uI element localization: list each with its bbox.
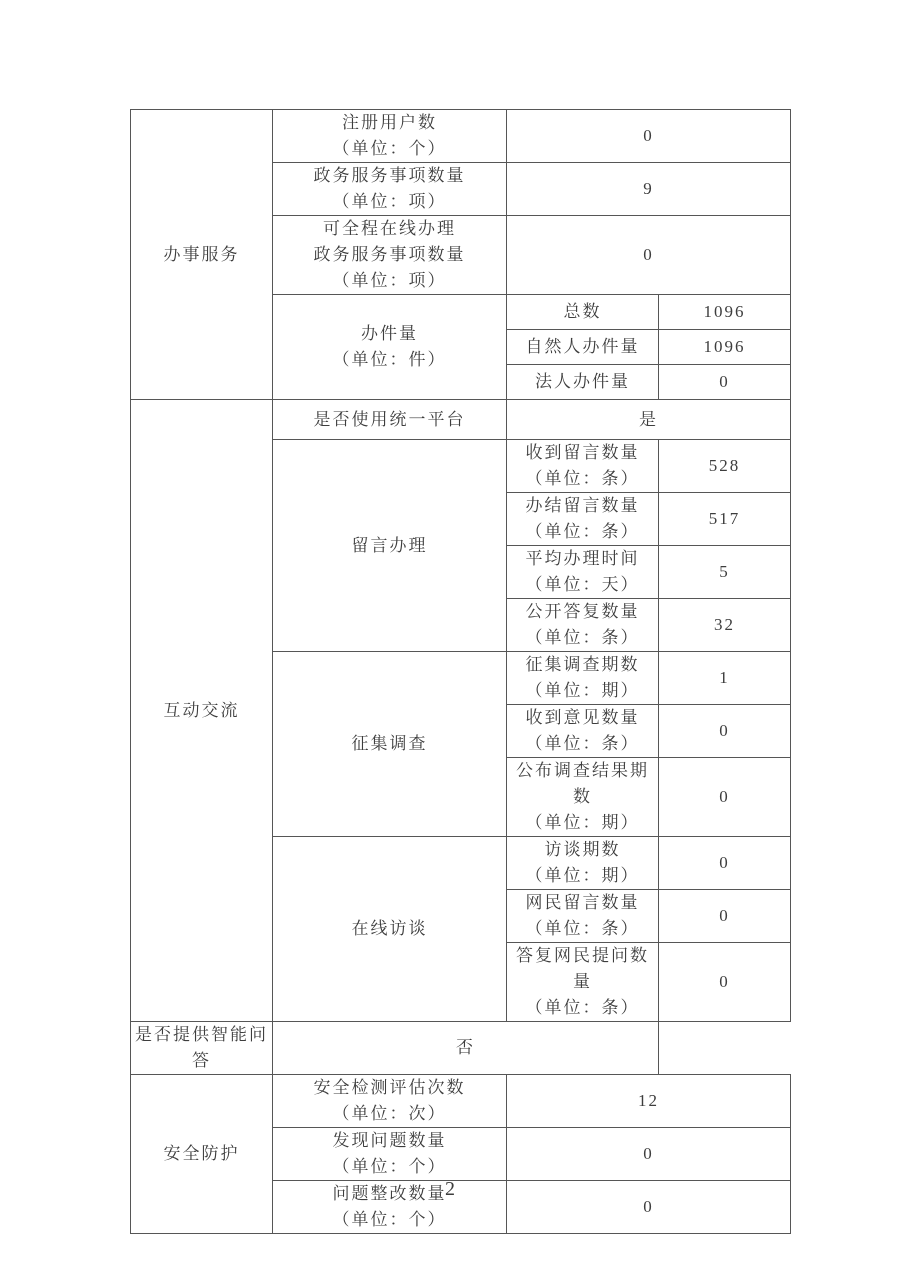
subitem-cell-total: 总数 bbox=[507, 295, 659, 330]
value-cell-smart-qa: 否 bbox=[273, 1022, 659, 1075]
item-label-line2: 政务服务事项数量 bbox=[313, 245, 466, 264]
subitem-cell-messages-received bbox=[507, 440, 659, 493]
value-cell-service-items: 9 bbox=[507, 163, 791, 216]
subitem-cell-question-replies bbox=[507, 943, 659, 1022]
subitem-unit: （单位：条） bbox=[525, 628, 640, 647]
value-cell-natural-person: 1096 bbox=[659, 330, 791, 365]
report-table bbox=[130, 109, 791, 1234]
subitem-unit: （单位：条） bbox=[525, 522, 640, 541]
item-label: 安全检测评估次数 bbox=[313, 1078, 466, 1097]
subitem-cell-public-replies bbox=[507, 599, 659, 652]
subitem-cell-survey-periods bbox=[507, 652, 659, 705]
subitem-label: 平均办理时间 bbox=[525, 549, 640, 568]
subitem-label: 收到意见数量 bbox=[525, 708, 640, 727]
subitem-cell-opinions-received bbox=[507, 705, 659, 758]
item-cell-unified-platform: 是否使用统一平台 bbox=[273, 400, 507, 440]
value-cell-results-published: 0 bbox=[659, 758, 791, 837]
item-cell-service-items bbox=[273, 163, 507, 216]
value-cell-avg-days: 5 bbox=[659, 546, 791, 599]
subitem-label: 征集调查期数 bbox=[525, 655, 640, 674]
subitem-unit: （单位：条） bbox=[525, 734, 640, 753]
value-cell-messages-received: 528 bbox=[659, 440, 791, 493]
subitem-unit: （单位：期） bbox=[525, 681, 640, 700]
subitem-unit: （单位：条） bbox=[525, 919, 640, 938]
item-label-line1: 可全程在线办理 bbox=[323, 219, 456, 238]
subitem-label: 答复网民提问数量 bbox=[516, 946, 649, 991]
value-cell-interview-periods: 0 bbox=[659, 837, 791, 890]
subitem-cell-avg-days bbox=[507, 546, 659, 599]
value-cell-problems-rectified: 0 bbox=[507, 1181, 791, 1234]
item-cell-case-volume bbox=[273, 295, 507, 400]
category-label: 安全防护 bbox=[163, 1144, 240, 1163]
subitem-label: 访谈期数 bbox=[544, 840, 621, 859]
item-cell-registered-users bbox=[273, 110, 507, 163]
subitem-unit: （单位：条） bbox=[525, 998, 640, 1017]
value-cell-unified-platform: 是 bbox=[507, 400, 791, 440]
item-unit: （单位：个） bbox=[332, 1210, 447, 1229]
item-unit: （单位：个） bbox=[332, 1157, 447, 1176]
item-label: 办件量 bbox=[361, 324, 418, 343]
value-cell-opinions-received: 0 bbox=[659, 705, 791, 758]
subitem-cell-results-published bbox=[507, 758, 659, 837]
subitem-label: 收到留言数量 bbox=[525, 443, 640, 462]
item-unit: （单位：次） bbox=[332, 1104, 447, 1123]
page-number: 2 bbox=[445, 1178, 455, 1200]
category-label: 办事服务 bbox=[163, 244, 240, 264]
value-cell-registered-users: 0 bbox=[507, 110, 791, 163]
subitem-unit: （单位：天） bbox=[525, 575, 640, 594]
item-label: 在线访谈 bbox=[351, 919, 428, 938]
item-cell-message-handling bbox=[273, 440, 507, 652]
subitem-cell-interview-periods bbox=[507, 837, 659, 890]
item-cell-full-online-items bbox=[273, 216, 507, 295]
value-cell-problems-found: 0 bbox=[507, 1128, 791, 1181]
value-cell-public-replies: 32 bbox=[659, 599, 791, 652]
subitem-unit: （单位：期） bbox=[525, 813, 640, 832]
value-cell-netizen-messages: 0 bbox=[659, 890, 791, 943]
value-cell-total: 1096 bbox=[659, 295, 791, 330]
value-cell-question-replies: 0 bbox=[659, 943, 791, 1022]
value-cell-legal-person: 0 bbox=[659, 365, 791, 400]
item-label: 发现问题数量 bbox=[332, 1131, 447, 1150]
subitem-unit: （单位：期） bbox=[525, 866, 640, 885]
subitem-cell-legal-person: 法人办件量 bbox=[507, 365, 659, 400]
category-cell-security bbox=[131, 1075, 273, 1234]
subitem-label: 公开答复数量 bbox=[525, 602, 640, 621]
item-label: 注册用户数 bbox=[342, 113, 437, 132]
item-label: 政务服务事项数量 bbox=[313, 166, 466, 185]
item-label: 问题整改数量 bbox=[332, 1184, 447, 1203]
item-unit: （单位：项） bbox=[332, 271, 447, 290]
item-unit: （单位：个） bbox=[332, 139, 447, 158]
subitem-label: 网民留言数量 bbox=[525, 893, 640, 912]
item-cell-problems-found bbox=[273, 1128, 507, 1181]
subitem-unit: （单位：条） bbox=[525, 469, 640, 488]
value-cell-full-online-items: 0 bbox=[507, 216, 791, 295]
category-cell-service bbox=[131, 110, 273, 400]
item-cell-assessments bbox=[273, 1075, 507, 1128]
item-unit: （单位：项） bbox=[332, 192, 447, 211]
value-cell-assessments: 12 bbox=[507, 1075, 791, 1128]
subitem-label: 办结留言数量 bbox=[525, 496, 640, 515]
category-label: 互动交流 bbox=[163, 700, 240, 720]
item-label: 征集调查 bbox=[351, 734, 428, 753]
subitem-cell-netizen-messages bbox=[507, 890, 659, 943]
item-cell-smart-qa: 是否提供智能问答 bbox=[131, 1022, 273, 1075]
item-label: 留言办理 bbox=[351, 535, 428, 555]
subitem-label: 公布调查结果期数 bbox=[516, 761, 649, 806]
category-cell-interaction bbox=[131, 400, 273, 1022]
subitem-cell-natural-person: 自然人办件量 bbox=[507, 330, 659, 365]
value-cell-messages-completed: 517 bbox=[659, 493, 791, 546]
item-unit: （单位：件） bbox=[332, 350, 447, 369]
value-cell-survey-periods: 1 bbox=[659, 652, 791, 705]
item-cell-online-interview bbox=[273, 837, 507, 1022]
subitem-cell-messages-completed bbox=[507, 493, 659, 546]
item-cell-survey bbox=[273, 652, 507, 837]
